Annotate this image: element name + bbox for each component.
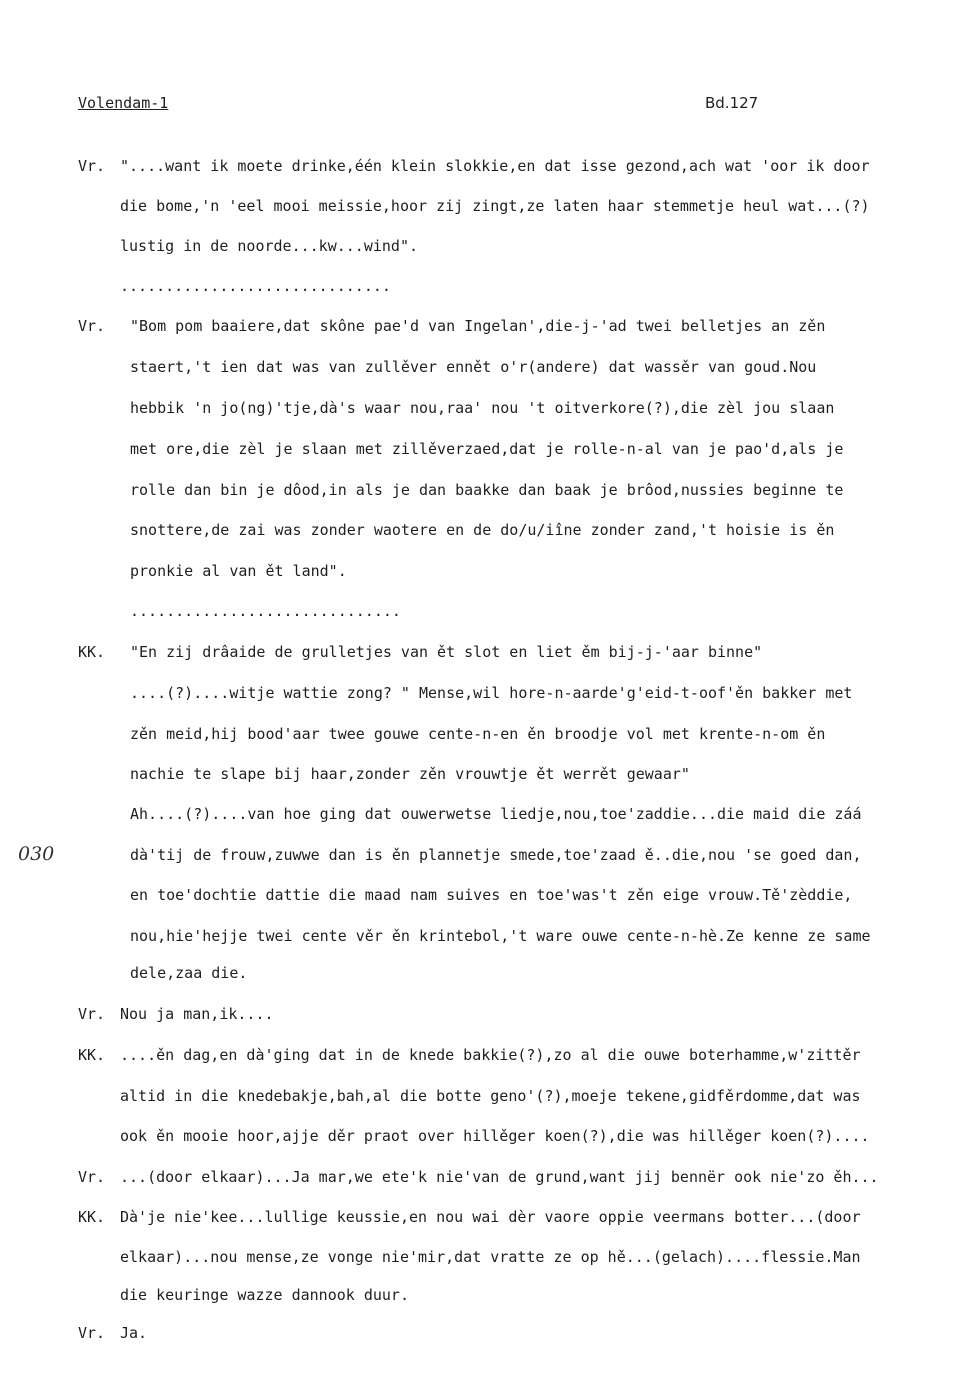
transcript-line: en toe'dochtie dattie die maad nam suives en toe'was't zěn eige vrouw.Tě'zèddie, (130, 886, 853, 904)
speaker-label: Vr. (78, 317, 106, 335)
section-separator: .............................. (130, 602, 401, 620)
transcript-line: snottere,de zai was zonder waotere en de do/u/iîne zonder zand,'t hoisie is ěn (130, 521, 835, 539)
transcript-line: "En zij drâaide de grulletjes van ět slot en liet ěm bij-j-'aar binne" (130, 643, 763, 661)
section-separator: .............................. (120, 277, 391, 295)
transcript-line: ...(door elkaar)...Ja mar,we ete'k nie'van de grund,want jij bennër ook nie'zo ěh... (120, 1168, 879, 1186)
transcript-line: zěn meid,hij bood'aar twee gouwe cente-n-en ěn broodje vol met krente-n-om ěn (130, 725, 826, 743)
transcript-line: die bome,'n 'eel mooi meissie,hoor zij zingt,ze laten haar stemmetje heul wat...(?) (120, 197, 870, 215)
transcript-line: hebbik 'n jo(ng)'tje,dà's waar nou,raa' nou 't oitverkore(?),die zèl jou slaan (130, 399, 835, 417)
speaker-label: Vr. (78, 1005, 106, 1023)
speaker-label: Vr. (78, 1168, 106, 1186)
speaker-label: KK. (78, 1046, 106, 1064)
transcript-line: Dà'je nie'kee...lullige keussie,en nou wai dèr vaore oppie veermans botter...(door (120, 1208, 861, 1226)
transcript-line: nou,hie'hejje twei cente věr ěn krintebol,'t ware ouwe cente-n-hè.Ze kenne ze same (130, 927, 871, 945)
transcript-line: dele,zaa die. (130, 964, 248, 982)
transcript-line: Nou ja man,ik.... (120, 1005, 274, 1023)
transcript-line: pronkie al van ět land". (130, 562, 347, 580)
transcript-line: met ore,die zèl je slaan met zillěverzaed,dat je rolle-n-al van je pao'd,als je (130, 440, 844, 458)
speaker-label: Vr. (78, 157, 106, 175)
transcript-line: Ja. (120, 1324, 148, 1342)
transcript-line: dà'tij de frouw,zuwwe dan is ěn plannetje smede,toe'zaad ě..die,nou 'se goed dan, (130, 846, 862, 864)
transcript-line: "....want ik moete drinke,één klein slokkie,en dat isse gezond,ach wat 'oor ik door (120, 157, 870, 175)
transcript-line: ....(?)....witje wattie zong? " Mense,wil hore-n-aarde'g'eid-t-oof'ěn bakker met (130, 684, 853, 702)
transcript-line: altid in die knedebakje,bah,al die botte geno'(?),moeje tekene,gidfěrdomme,dat was (120, 1087, 861, 1105)
transcript-line: Ah....(?)....van hoe ging dat ouwerwetse liedje,nou,toe'zaddie...die maid die záá (130, 805, 862, 823)
transcript-line: ....ěn dag,en dà'ging dat in de knede bakkie(?),zo al die ouwe boterhamme,w'zittěr (120, 1046, 861, 1064)
transcript-line: nachie te slape bij haar,zonder zěn vrouwtje ět werrět gewaar" (130, 765, 690, 783)
transcript-line: elkaar)...nou mense,ze vonge nie'mir,dat vratte ze op hě...(gelach)....flessie.Man (120, 1248, 861, 1266)
document-title: Volendam-1 (78, 94, 169, 112)
transcript-line: "Bom pom baaiere,dat skône pae'd van Ingelan',die-j-'ad twei belletjes an zěn (130, 317, 826, 335)
margin-note: 030 (18, 843, 55, 865)
transcript-line: staert,'t ien dat was van zullěver ennět o'r(andere) dat wassěr van goud.Nou (130, 358, 817, 376)
transcript-line: rolle dan bin je dôod,in als je dan baakke dan baak je brôod,nussies beginne te (130, 481, 844, 499)
speaker-label: KK. (78, 643, 106, 661)
speaker-label: KK. (78, 1208, 106, 1226)
transcript-line: die keuringe wazze dannook duur. (120, 1286, 409, 1304)
page-number: Bd.127 (705, 94, 759, 112)
transcript-line: lustig in de noorde...kw...wind". (120, 237, 419, 255)
speaker-label: Vr. (78, 1324, 106, 1342)
transcript-line: ook ěn mooie hoor,ajje děr praot over hillěger koen(?),die was hillěger koen(?).... (120, 1127, 870, 1145)
